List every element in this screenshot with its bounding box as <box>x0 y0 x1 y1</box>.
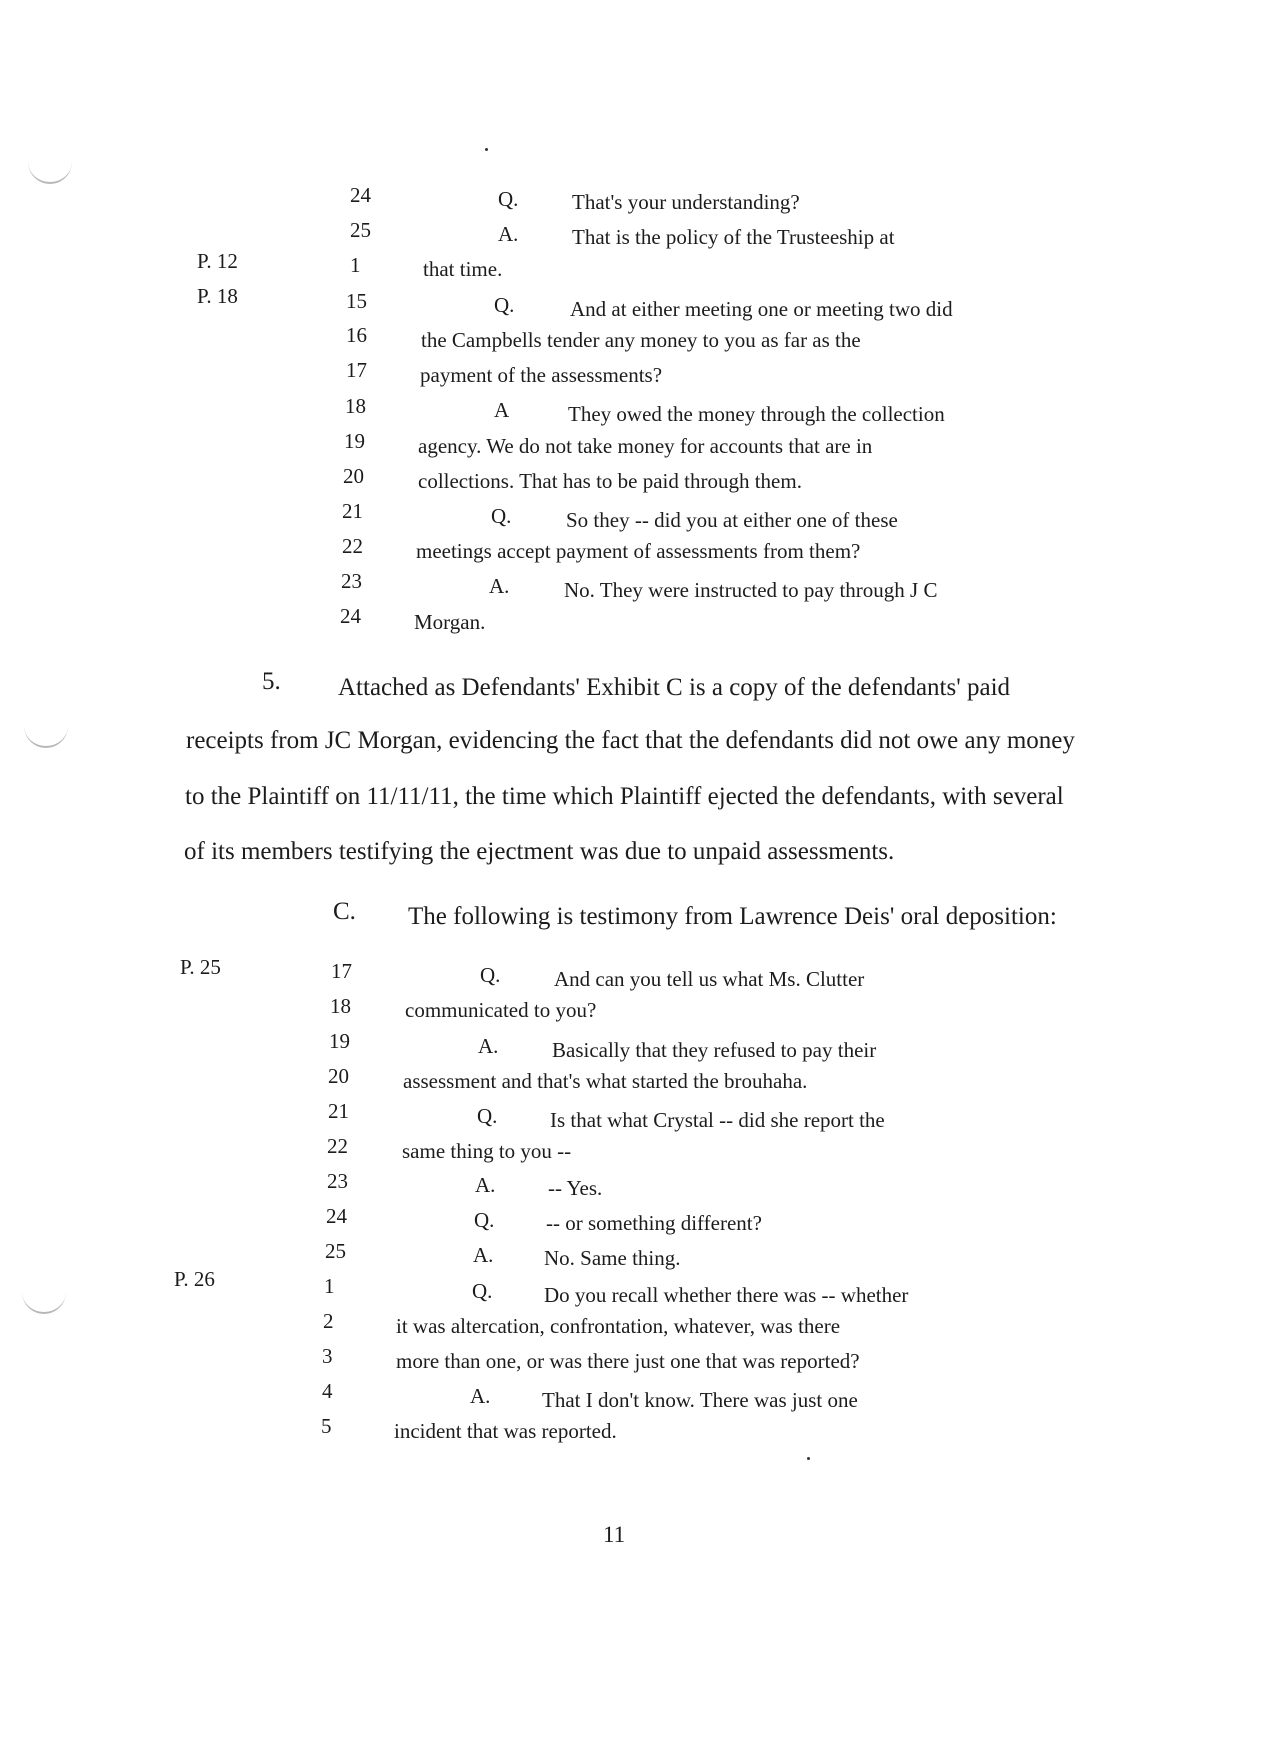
paragraph-number: 5. <box>262 668 281 695</box>
line-number: 22 <box>342 534 363 558</box>
page-reference: P. 26 <box>174 1267 215 1291</box>
line-number: 23 <box>341 569 362 593</box>
line-number: 23 <box>327 1169 348 1193</box>
transcript-text: -- or something different? <box>546 1211 762 1235</box>
binder-hole-mark <box>24 716 68 748</box>
transcript-text: communicated to you? <box>405 998 597 1022</box>
line-number: 25 <box>325 1239 346 1263</box>
line-number: 5 <box>321 1414 332 1438</box>
transcript-text: assessment and that's what started the brouhaha. <box>403 1069 808 1093</box>
transcript-text: So they -- did you at either one of these <box>566 508 898 532</box>
page-reference: P. 12 <box>197 249 238 273</box>
scan-speck <box>485 148 488 151</box>
paragraph-line: Attached as Defendants' Exhibit C is a copy of the defendants' paid <box>338 674 1011 701</box>
line-number: 21 <box>342 499 363 523</box>
speaker-label: A. <box>478 1034 499 1058</box>
line-number: 16 <box>346 323 367 347</box>
speaker-label: Q. <box>494 293 515 317</box>
speaker-label: Q. <box>480 963 501 987</box>
line-number: 20 <box>328 1064 349 1088</box>
line-number: 18 <box>345 394 366 418</box>
speaker-label: Q. <box>474 1208 495 1232</box>
line-number: 24 <box>340 604 361 628</box>
speaker-label: A. <box>473 1243 494 1267</box>
transcript-text: that time. <box>423 257 503 281</box>
line-number: 22 <box>327 1134 348 1158</box>
line-number: 21 <box>328 1099 349 1123</box>
speaker-label: Q. <box>491 504 512 528</box>
transcript-text: more than one, or was there just one that was reported? <box>396 1349 860 1373</box>
transcript-text: That I don't know. There was just one <box>542 1388 858 1412</box>
section-letter: C. <box>333 898 356 925</box>
speaker-label: A <box>494 398 510 422</box>
transcript-text: meetings accept payment of assessments from them? <box>416 539 861 563</box>
speaker-label: A. <box>498 222 519 246</box>
page-number: 11 <box>603 1522 626 1547</box>
transcript-text: agency. We do not take money for accounts that are in <box>418 434 873 458</box>
page-reference: P. 25 <box>180 955 221 979</box>
line-number: 18 <box>330 994 351 1018</box>
binder-hole-mark <box>28 152 72 184</box>
line-number: 24 <box>350 183 371 207</box>
line-number: 2 <box>323 1309 334 1333</box>
paragraph-line: to the Plaintiff on 11/11/11, the time which Plaintiff ejected the defendants, with several <box>185 783 1064 810</box>
transcript-text: And can you tell us what Ms. Clutter <box>554 967 865 991</box>
speaker-label: Q. <box>477 1104 498 1128</box>
transcript-text: payment of the assessments? <box>420 363 663 387</box>
transcript-text: That is the policy of the Trusteeship at <box>572 225 895 249</box>
line-number: 19 <box>344 429 365 453</box>
transcript-text: incident that was reported. <box>394 1419 617 1443</box>
line-number: 15 <box>346 289 367 313</box>
line-number: 1 <box>350 253 361 277</box>
transcript-text: it was altercation, confrontation, whatever, was there <box>396 1314 841 1338</box>
speaker-label: A. <box>475 1173 496 1197</box>
transcript-text: No. They were instructed to pay through J C <box>564 578 938 602</box>
transcript-text: That's your understanding? <box>572 190 800 214</box>
line-number: 24 <box>326 1204 347 1228</box>
line-number: 25 <box>350 218 371 242</box>
line-number: 17 <box>331 959 352 983</box>
line-number: 4 <box>322 1379 333 1403</box>
transcript-text: Do you recall whether there was -- whether <box>544 1283 909 1307</box>
transcript-text: No. Same thing. <box>544 1246 681 1270</box>
transcript-text: Basically that they refused to pay their <box>552 1038 877 1062</box>
transcript-text: same thing to you -- <box>402 1139 572 1163</box>
section-heading: The following is testimony from Lawrence Deis' oral deposition: <box>408 903 1057 930</box>
speaker-label: Q. <box>472 1279 493 1303</box>
transcript-text: collections. That has to be paid through them. <box>418 469 802 493</box>
line-number: 17 <box>346 358 367 382</box>
transcript-text: Is that what Crystal -- did she report the <box>550 1108 885 1132</box>
binder-hole-mark <box>22 1282 66 1314</box>
speaker-label: A. <box>489 574 510 598</box>
line-number: 20 <box>343 464 364 488</box>
transcript-text: the Campbells tender any money to you as far as the <box>421 328 861 352</box>
transcript-text: Morgan. <box>414 610 486 634</box>
line-number: 3 <box>322 1344 333 1368</box>
transcript-text: -- Yes. <box>548 1176 603 1200</box>
transcript-text: And at either meeting one or meeting two did <box>570 297 953 321</box>
speaker-label: Q. <box>498 187 519 211</box>
scan-speck <box>807 1457 810 1460</box>
line-number: 19 <box>329 1029 350 1053</box>
speaker-label: A. <box>470 1384 491 1408</box>
paragraph-line: of its members testifying the ejectment was due to unpaid assessments. <box>184 838 895 865</box>
line-number: 1 <box>324 1274 335 1298</box>
transcript-text: They owed the money through the collection <box>568 402 945 426</box>
page-reference: P. 18 <box>197 284 238 308</box>
paragraph-line: receipts from JC Morgan, evidencing the fact that the defendants did not owe any money <box>186 727 1075 754</box>
